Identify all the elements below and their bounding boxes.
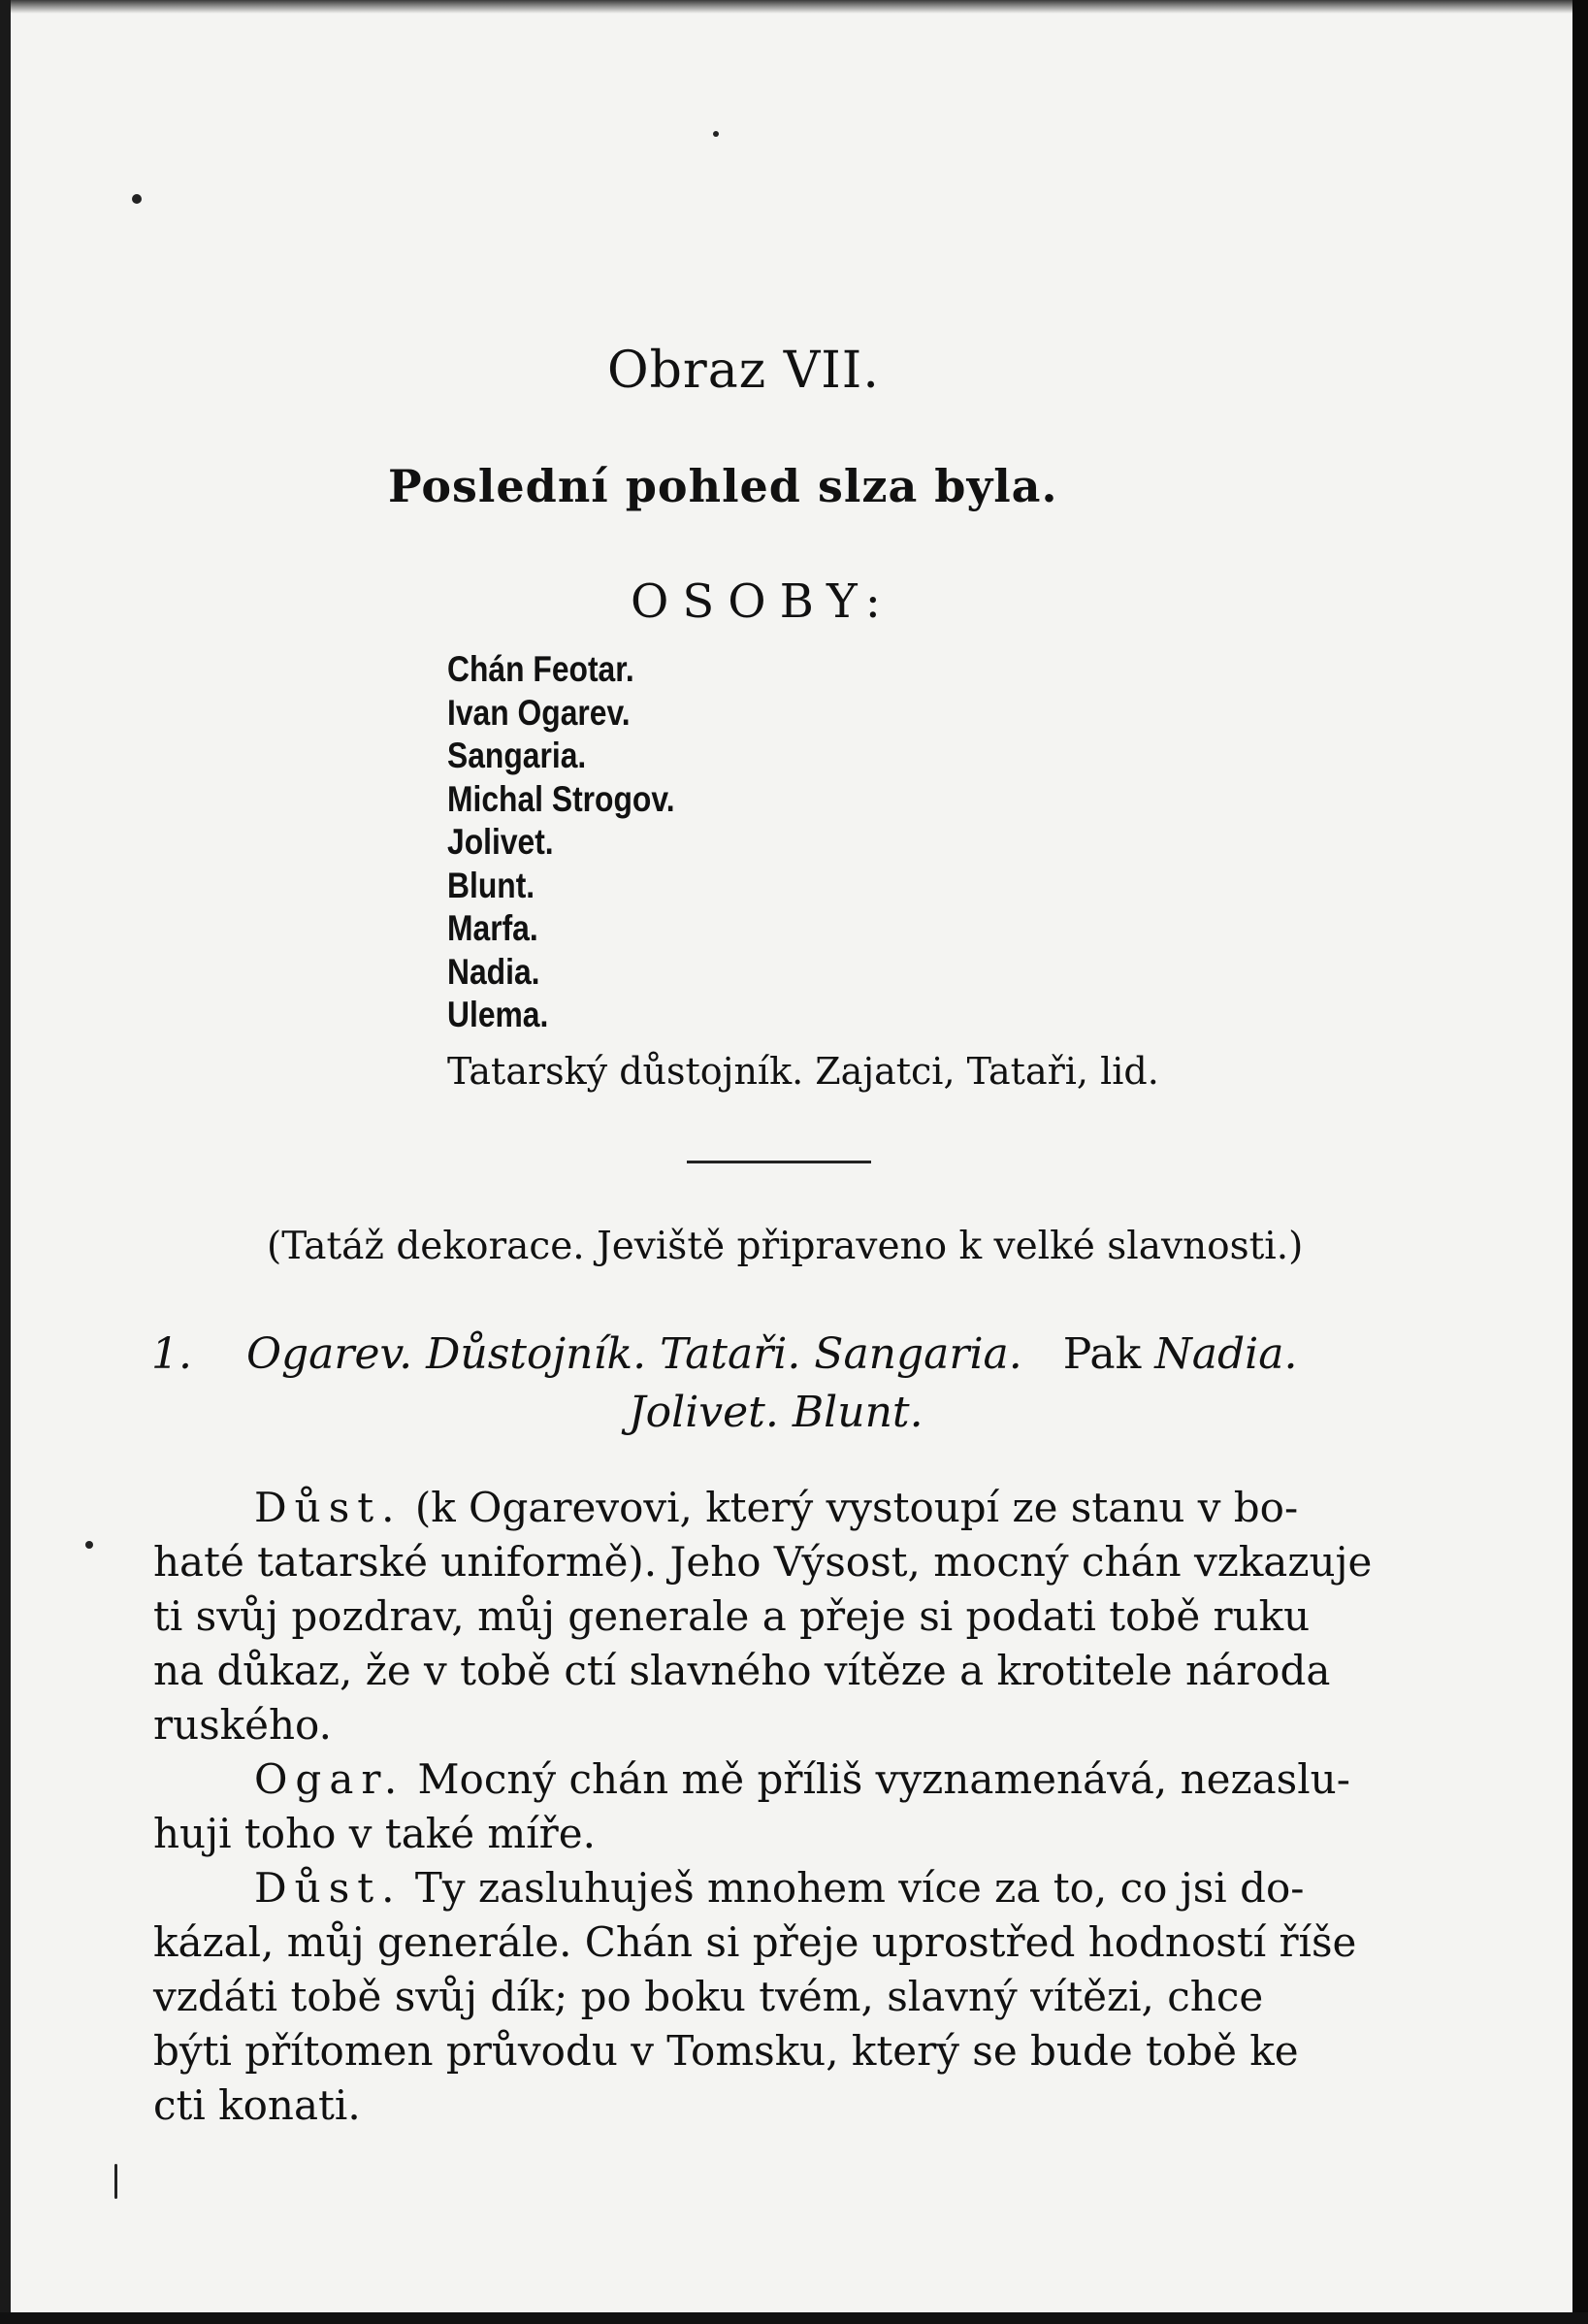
entry-characters: Ogarev. Důstojník. Tataři. Sangaria. [245,1329,1022,1379]
dialogue-line: ti svůj pozdrav, můj generale a přeje si podati tobě ruku [153,1592,1311,1640]
dialogue-block [153,1481,1414,1752]
cast-item: Ivan Ogarev. [447,692,631,733]
scene-heading: Obraz VII. [607,342,880,400]
cast-item: Chán Feotar. [447,649,634,689]
page-top-shadow [0,0,1588,14]
cast-item: Marfa. [447,908,538,948]
page-right-edge [1572,0,1588,2324]
cast-item: Michal Strogov. [447,778,675,819]
stage-direction: (Tatáž dekorace. Jeviště připraveno k velké slavnosti.) [267,1225,1304,1268]
cast-item: Jolivet. [447,822,554,862]
cast-item: Sangaria. [447,736,587,775]
page-bottom-edge [0,2312,1588,2324]
scene-subtitle: Poslední pohled slza byla. [388,460,1058,512]
scene-number: 1. [151,1329,192,1379]
cast-item: Nadia. [447,951,540,992]
dialogue-block [153,1752,1414,1861]
dialogue-text: (k Ogarevovi, který vystoupí ze stanu v bo- [414,1484,1299,1531]
cast-item: Blunt. [447,865,535,905]
dialogue-line [153,1481,1414,1535]
dialogue-text: Mocný chán mě příliš vyznamenává, nezaslu- [417,1755,1350,1803]
dialogue-line: na důkaz, že v tobě ctí slavného vítěze a krotitele národa [153,1647,1331,1694]
dialogue-line [153,1752,1414,1807]
entry-pak: Pak [1062,1329,1142,1379]
scene-entry [151,1329,1297,1379]
cast-heading: OSOBY: [631,574,894,629]
ink-speck [85,1541,93,1549]
dialogue-text: Ty zasluhuješ mnohem více za to, co jsi do- [414,1864,1305,1912]
entry-characters-continued: Jolivet. Blunt. [629,1388,924,1437]
speaker-name: Důst. [254,1484,403,1531]
dialogue-line: vzdáti tobě svůj dík; po boku tvém, slavný vítězi, chce [153,1973,1264,2020]
speaker-name: Ogar. [254,1755,405,1803]
ink-speck [132,194,142,204]
dialogue-line: býti přítomen průvodu v Tomsku, který se bude tobě ke [153,2027,1299,2075]
dialogue-line: huji toho v také míře. [153,1810,596,1857]
dialogue-line: cti konati. [153,2081,361,2129]
dialogue-line: ruského. [153,1701,332,1749]
entry-character-late: Nadia. [1154,1329,1298,1379]
speaker-name: Důst. [254,1864,403,1912]
cast-extras: Tatarský důstojník. Zajatci, Tataři, lid. [447,1050,1159,1093]
dialogue-line: kázal, můj generále. Chán si přeje uprostřed hodností říše [153,1918,1357,1966]
cast-list [447,648,712,1037]
dialogue-line [153,1861,1414,1915]
section-divider [687,1161,871,1163]
ink-scratch [114,2164,117,2199]
cast-item: Ulema. [447,995,549,1034]
dialogue-block [153,1861,1414,2133]
page-left-edge [0,0,11,2324]
dialogue-line: haté tatarské uniformě). Jeho Výsost, mocný chán vzkazuje [153,1538,1373,1586]
ink-speck [713,131,719,137]
